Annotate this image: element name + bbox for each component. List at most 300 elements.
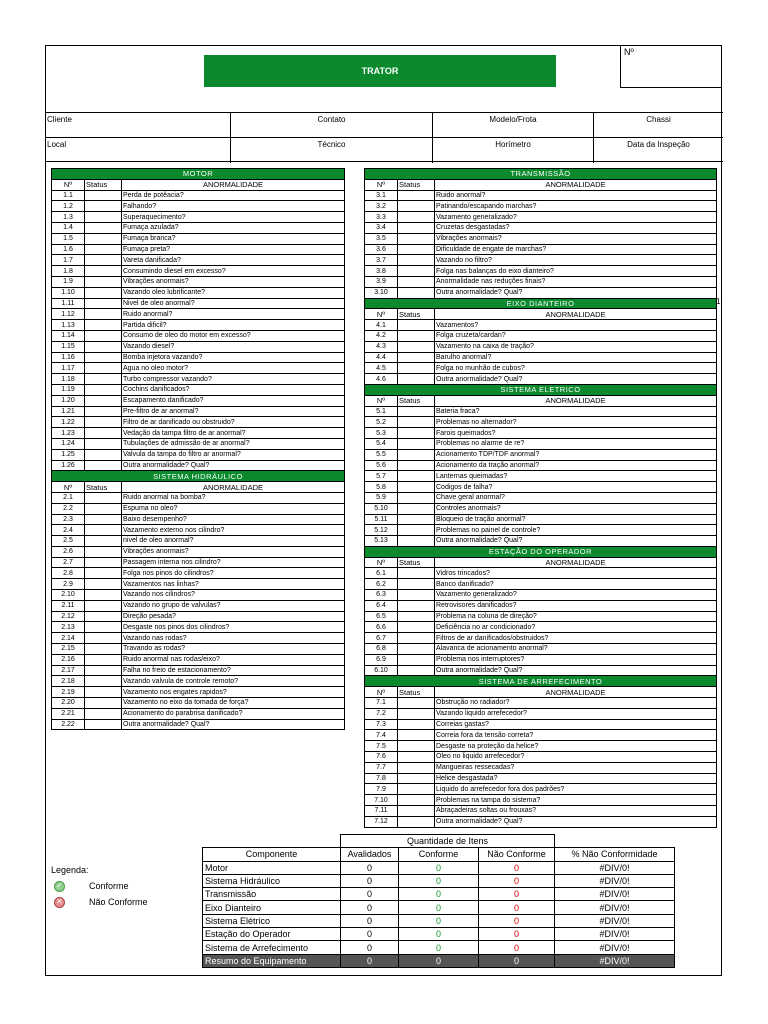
item-status-cell[interactable]	[85, 341, 122, 352]
checklist-row	[365, 784, 717, 795]
num-column-header: Nº	[52, 179, 85, 190]
item-status-cell[interactable]	[398, 428, 435, 439]
item-number: 3.1	[365, 190, 398, 201]
item-number: 7.4	[365, 730, 398, 741]
item-number: 2.15	[52, 644, 85, 655]
checklist-row	[52, 460, 345, 471]
item-status-cell[interactable]	[398, 665, 435, 676]
info-row-2	[46, 137, 723, 162]
item-description: Deficiência no ar condicionado?	[435, 622, 717, 633]
item-description: Mangueiras ressecadas?	[435, 762, 717, 773]
item-status-cell[interactable]	[85, 417, 122, 428]
item-status-cell[interactable]	[85, 654, 122, 665]
item-status-cell[interactable]	[398, 762, 435, 773]
item-description: Vedação da tampa filtro de ar anormal?	[122, 428, 345, 439]
checklist-row	[365, 633, 717, 644]
item-status-cell[interactable]	[85, 676, 122, 687]
item-status-cell[interactable]	[85, 428, 122, 439]
checklist-row	[365, 266, 717, 277]
section-title: MOTOR	[52, 169, 345, 180]
item-number: 2.21	[52, 708, 85, 719]
item-number: 6.2	[365, 579, 398, 590]
item-number: 2.7	[52, 557, 85, 568]
item-status-cell[interactable]	[85, 244, 122, 255]
legend-item-nok	[51, 894, 201, 910]
item-description: Baixo desempenho?	[122, 514, 345, 525]
checklist-row	[365, 514, 717, 525]
item-description: Problemas no alarme de re?	[435, 438, 717, 449]
section-title: TRANSMISSÃO	[365, 169, 717, 180]
item-number: 3.2	[365, 201, 398, 212]
item-status-cell[interactable]	[398, 590, 435, 601]
checklist-row	[52, 676, 345, 687]
summary-blank-cell	[555, 835, 675, 848]
item-description: Problemas no painel de controle?	[435, 525, 717, 536]
item-description: Bateria fraca?	[435, 406, 717, 417]
item-description: Partida dificil?	[122, 320, 345, 331]
checklist-row	[365, 525, 717, 536]
item-number: 4.2	[365, 330, 398, 341]
inspection-date-field[interactable]	[594, 138, 723, 163]
column-header-row	[365, 395, 717, 406]
item-number: 1.1	[52, 190, 85, 201]
item-description: Vazando no grupo de valvulas?	[122, 600, 345, 611]
item-status-cell[interactable]	[85, 374, 122, 385]
item-status-cell[interactable]	[398, 276, 435, 287]
checklist-row	[52, 298, 345, 309]
item-status-cell[interactable]	[398, 536, 435, 547]
item-status-cell[interactable]	[398, 212, 435, 223]
item-status-cell[interactable]	[398, 708, 435, 719]
item-status-cell[interactable]	[85, 330, 122, 341]
item-status-cell[interactable]	[398, 471, 435, 482]
item-description: Fumaça azulada?	[122, 222, 345, 233]
checklist-row	[52, 557, 345, 568]
item-status-cell[interactable]	[85, 266, 122, 277]
item-number: 1.7	[52, 255, 85, 266]
item-status-cell[interactable]	[398, 222, 435, 233]
item-status-cell[interactable]	[85, 449, 122, 460]
item-status-cell[interactable]	[398, 525, 435, 536]
item-status-cell[interactable]	[85, 687, 122, 698]
form-number-field[interactable]	[620, 46, 722, 88]
item-number: 6.8	[365, 644, 398, 655]
item-number: 1.12	[52, 309, 85, 320]
checklist-row	[365, 287, 717, 298]
checklist-row	[52, 374, 345, 385]
checklist-row	[52, 255, 345, 266]
summary-value: 0	[341, 954, 399, 967]
item-description: Vazamentos nas linhas?	[122, 579, 345, 590]
item-status-cell[interactable]	[398, 449, 435, 460]
item-status-cell[interactable]	[398, 266, 435, 277]
item-status-cell[interactable]	[398, 363, 435, 374]
item-status-cell[interactable]	[398, 611, 435, 622]
section-header-row	[365, 546, 717, 557]
item-status-cell[interactable]	[85, 590, 122, 601]
item-status-cell[interactable]	[398, 773, 435, 784]
item-number: 5.4	[365, 438, 398, 449]
item-status-cell[interactable]	[398, 492, 435, 503]
item-status-cell[interactable]	[85, 233, 122, 244]
item-number: 4.1	[365, 320, 398, 331]
item-status-cell[interactable]	[398, 406, 435, 417]
summary-value: #DIV/0!	[555, 928, 675, 941]
contact-field[interactable]	[231, 113, 433, 138]
item-number: 7.11	[365, 806, 398, 817]
item-status-cell[interactable]	[85, 514, 122, 525]
item-status-cell[interactable]	[398, 579, 435, 590]
item-status-cell[interactable]	[85, 536, 122, 547]
technician-field[interactable]	[231, 138, 433, 163]
item-description: Chave geral anormal?	[435, 492, 717, 503]
item-number: 7.1	[365, 698, 398, 709]
item-status-cell[interactable]	[85, 719, 122, 730]
hourmeter-field[interactable]	[433, 138, 594, 163]
item-description: Vibrações anormais?	[122, 546, 345, 557]
checklist-row	[52, 190, 345, 201]
summary-value: 0	[399, 928, 479, 941]
item-status-cell[interactable]	[85, 320, 122, 331]
item-number: 3.3	[365, 212, 398, 223]
item-status-cell[interactable]	[398, 741, 435, 752]
item-number: 2.19	[52, 687, 85, 698]
summary-column-header: Componente	[203, 848, 341, 861]
item-status-cell[interactable]	[85, 255, 122, 266]
item-status-cell[interactable]	[85, 622, 122, 633]
item-number: 7.10	[365, 795, 398, 806]
component-name: Eixo Dianteiro	[203, 901, 341, 914]
item-status-cell[interactable]	[398, 730, 435, 741]
item-status-cell[interactable]	[85, 568, 122, 579]
item-status-cell[interactable]	[398, 514, 435, 525]
summary-row	[203, 874, 675, 887]
item-description: Outra anormalidade? Qual?	[122, 719, 345, 730]
item-status-cell[interactable]	[398, 795, 435, 806]
checklist-row	[52, 233, 345, 244]
item-description: Vidros trincados?	[435, 568, 717, 579]
item-status-cell[interactable]	[85, 287, 122, 298]
item-status-cell[interactable]	[85, 460, 122, 471]
item-status-cell[interactable]	[85, 201, 122, 212]
item-number: 7.3	[365, 719, 398, 730]
summary-value: 0	[479, 888, 555, 901]
item-status-cell[interactable]	[85, 492, 122, 503]
item-number: 7.7	[365, 762, 398, 773]
item-status-cell[interactable]	[85, 406, 122, 417]
num-column-header: Nº	[52, 482, 85, 493]
item-number: 5.2	[365, 417, 398, 428]
checklist-row	[52, 525, 345, 536]
item-description: Codigos de falha?	[435, 482, 717, 493]
summary-value: 0	[399, 888, 479, 901]
item-number: 2.20	[52, 698, 85, 709]
item-status-cell[interactable]	[398, 244, 435, 255]
checklist-row	[365, 665, 717, 676]
item-status-cell[interactable]	[398, 374, 435, 385]
checklist-row	[52, 492, 345, 503]
summary-row	[203, 861, 675, 874]
item-status-cell[interactable]	[85, 633, 122, 644]
checklist-row	[365, 730, 717, 741]
item-status-cell[interactable]	[85, 438, 122, 449]
item-status-cell[interactable]	[85, 363, 122, 374]
item-number: 1.15	[52, 341, 85, 352]
item-description: Liquido do arrefecedor fora dos padrões?	[435, 784, 717, 795]
item-description: Superaquecimento?	[122, 212, 345, 223]
item-status-cell[interactable]	[85, 222, 122, 233]
item-status-cell[interactable]	[398, 654, 435, 665]
item-status-cell[interactable]	[85, 395, 122, 406]
checklist-row	[52, 622, 345, 633]
item-description: Escapamento danificado?	[122, 395, 345, 406]
summary-value: #DIV/0!	[555, 941, 675, 954]
item-status-cell[interactable]	[398, 622, 435, 633]
item-status-cell[interactable]	[398, 698, 435, 709]
item-description: Vibrações anormais?	[122, 276, 345, 287]
item-number: 2.16	[52, 654, 85, 665]
checklist-row	[365, 568, 717, 579]
item-status-cell[interactable]	[85, 298, 122, 309]
checklist-row	[365, 503, 717, 514]
checklist-row	[52, 287, 345, 298]
item-number: 2.5	[52, 536, 85, 547]
item-status-cell[interactable]	[398, 352, 435, 363]
item-status-cell[interactable]	[85, 352, 122, 363]
item-description: Falha no freio de estacionamento?	[122, 665, 345, 676]
hourmeter-label: Horímetro	[495, 140, 531, 149]
item-status-cell[interactable]	[85, 384, 122, 395]
item-status-cell[interactable]	[398, 482, 435, 493]
item-description: Vazamento externo nos cilindro?	[122, 525, 345, 536]
item-description: Folga cruzeta/cardan?	[435, 330, 717, 341]
item-status-cell[interactable]	[85, 503, 122, 514]
item-status-cell[interactable]	[398, 806, 435, 817]
item-description: Anormalidade nas reduções finais?	[435, 276, 717, 287]
item-status-cell[interactable]	[398, 460, 435, 471]
summary-row	[203, 901, 675, 914]
item-status-cell[interactable]	[85, 525, 122, 536]
item-description: Consumindo diesel em excesso?	[122, 266, 345, 277]
checklist-row	[52, 536, 345, 547]
item-number: 2.18	[52, 676, 85, 687]
item-status-cell[interactable]	[398, 784, 435, 795]
item-description: Espuma no oleo?	[122, 503, 345, 514]
item-number: 1.2	[52, 201, 85, 212]
legend-ok-label: Conforme	[89, 881, 129, 891]
item-description: Outra anormalidade? Qual?	[435, 536, 717, 547]
checklist-row	[365, 579, 717, 590]
item-number: 2.22	[52, 719, 85, 730]
item-status-cell[interactable]	[398, 233, 435, 244]
item-status-cell[interactable]	[398, 752, 435, 763]
left-checklist-table	[51, 168, 345, 730]
item-number: 6.3	[365, 590, 398, 601]
item-status-cell[interactable]	[398, 438, 435, 449]
item-status-cell[interactable]	[85, 665, 122, 676]
checklist-row	[365, 438, 717, 449]
item-status-cell[interactable]	[85, 600, 122, 611]
summary-value: 0	[479, 861, 555, 874]
item-status-cell[interactable]	[398, 255, 435, 266]
item-status-cell[interactable]	[85, 557, 122, 568]
checklist-row	[365, 341, 717, 352]
item-status-cell[interactable]	[398, 644, 435, 655]
item-status-cell[interactable]	[85, 611, 122, 622]
item-status-cell[interactable]	[85, 212, 122, 223]
item-status-cell[interactable]	[398, 417, 435, 428]
checklist-row	[52, 276, 345, 287]
item-description: Travando as rodas?	[122, 644, 345, 655]
checklist-row	[52, 384, 345, 395]
item-status-cell[interactable]	[85, 309, 122, 320]
item-status-cell[interactable]	[398, 503, 435, 514]
summary-value: 0	[341, 941, 399, 954]
anomaly-column-header: ANORMALIDADE	[435, 179, 717, 190]
summary-row	[203, 928, 675, 941]
item-number: 7.2	[365, 708, 398, 719]
anomaly-column-header: ANORMALIDADE	[435, 395, 717, 406]
item-number: 5.6	[365, 460, 398, 471]
checklist-row	[52, 212, 345, 223]
item-status-cell[interactable]	[85, 190, 122, 201]
inspection-date-label: Data da Inspeção	[627, 140, 690, 149]
item-status-cell[interactable]	[398, 320, 435, 331]
item-status-cell[interactable]	[85, 698, 122, 709]
item-status-cell[interactable]	[398, 719, 435, 730]
component-name: Resumo do Equipamento	[203, 954, 341, 967]
item-status-cell[interactable]	[85, 644, 122, 655]
item-status-cell[interactable]	[85, 546, 122, 557]
summary-blank-cell	[203, 835, 341, 848]
item-description: Outra anormalidade? Qual?	[435, 816, 717, 827]
item-status-cell[interactable]	[398, 633, 435, 644]
item-description: Problemas na tampa do sistema?	[435, 795, 717, 806]
item-number: 4.5	[365, 363, 398, 374]
summary-group-header: Quantidade de Itens	[341, 835, 555, 848]
checklist-row	[365, 374, 717, 385]
item-description: Oleo no liquido arrefecedor?	[435, 752, 717, 763]
item-status-cell[interactable]	[398, 201, 435, 212]
item-description: Filtros de ar danificados/obstruidos?	[435, 633, 717, 644]
item-description: Cruzetas desgastadas?	[435, 222, 717, 233]
item-description: Nivel de oleo anormal?	[122, 298, 345, 309]
item-number: 5.12	[365, 525, 398, 536]
location-field[interactable]	[46, 138, 231, 163]
item-status-cell[interactable]	[85, 276, 122, 287]
summary-value: #DIV/0!	[555, 888, 675, 901]
checklist-row	[52, 363, 345, 374]
item-description: Outra anormalidade? Qual?	[435, 287, 717, 298]
item-number: 1.6	[52, 244, 85, 255]
checklist-row	[365, 449, 717, 460]
checklist-row	[365, 762, 717, 773]
summary-row	[203, 941, 675, 954]
chassis-label: Chassi	[646, 115, 671, 124]
item-status-cell[interactable]	[398, 190, 435, 201]
item-status-cell[interactable]	[85, 579, 122, 590]
component-name: Sistema Hidráulico	[203, 874, 341, 887]
chassis-field[interactable]	[594, 113, 723, 138]
item-description: Turbo compressor vazando?	[122, 374, 345, 385]
item-status-cell[interactable]	[398, 287, 435, 298]
checklist-row	[52, 665, 345, 676]
item-description: Vazando liquido arrefecedor?	[435, 708, 717, 719]
client-field[interactable]	[46, 113, 231, 138]
num-column-header: Nº	[365, 395, 398, 406]
item-description: Vazamentos?	[435, 320, 717, 331]
column-header-row	[52, 179, 345, 190]
item-description: Vazando oleo lubrificante?	[122, 287, 345, 298]
component-name: Motor	[203, 861, 341, 874]
item-number: 5.5	[365, 449, 398, 460]
checklist-row	[52, 320, 345, 331]
item-description: Vazamento generalizado?	[435, 212, 717, 223]
item-description: Obstrução no radiador?	[435, 698, 717, 709]
item-description: Vazamento nos engates rapidos?	[122, 687, 345, 698]
checklist-row	[52, 330, 345, 341]
item-description: Patinando/escapando marchas?	[435, 201, 717, 212]
item-number: 3.9	[365, 276, 398, 287]
item-description: Problemas no alternador?	[435, 417, 717, 428]
num-column-header: Nº	[365, 557, 398, 568]
checklist-row	[52, 644, 345, 655]
anomaly-column-header: ANORMALIDADE	[122, 179, 345, 190]
summary-value: 0	[399, 914, 479, 927]
checklist-row	[52, 417, 345, 428]
item-number: 5.10	[365, 503, 398, 514]
checklist-row	[365, 352, 717, 363]
summary-row	[203, 888, 675, 901]
item-status-cell[interactable]	[398, 330, 435, 341]
item-description: Retrovisores danificados?	[435, 600, 717, 611]
checklist-row	[52, 438, 345, 449]
item-number: 1.22	[52, 417, 85, 428]
model-field[interactable]	[433, 113, 594, 138]
checklist-row	[365, 795, 717, 806]
checklist-row	[52, 222, 345, 233]
summary-value: 0	[399, 861, 479, 874]
contact-label: Contato	[317, 115, 346, 124]
item-number: 1.16	[52, 352, 85, 363]
item-number: 2.3	[52, 514, 85, 525]
item-status-cell[interactable]	[398, 816, 435, 827]
technician-label: Técnico	[317, 140, 346, 149]
item-number: 2.9	[52, 579, 85, 590]
item-number: 7.5	[365, 741, 398, 752]
checklist-row	[365, 600, 717, 611]
item-number: 1.19	[52, 384, 85, 395]
client-label: Cliente	[47, 115, 72, 124]
checklist-row	[365, 644, 717, 655]
item-number: 3.5	[365, 233, 398, 244]
item-description: Correias gastas?	[435, 719, 717, 730]
item-status-cell[interactable]	[85, 708, 122, 719]
item-status-cell[interactable]	[398, 341, 435, 352]
checklist-row	[52, 590, 345, 601]
inspection-form	[45, 45, 722, 976]
component-name: Estação do Operador	[203, 928, 341, 941]
section-title: ESTAÇÃO DO OPERADOR	[365, 546, 717, 557]
item-status-cell[interactable]	[398, 600, 435, 611]
summary-value: 0	[479, 901, 555, 914]
checklist-row	[52, 568, 345, 579]
item-number: 2.1	[52, 492, 85, 503]
section-title: SISTEMA ELETRICO	[365, 384, 717, 395]
checklist-row	[52, 579, 345, 590]
item-status-cell[interactable]	[398, 568, 435, 579]
item-description: Controles anormais?	[435, 503, 717, 514]
